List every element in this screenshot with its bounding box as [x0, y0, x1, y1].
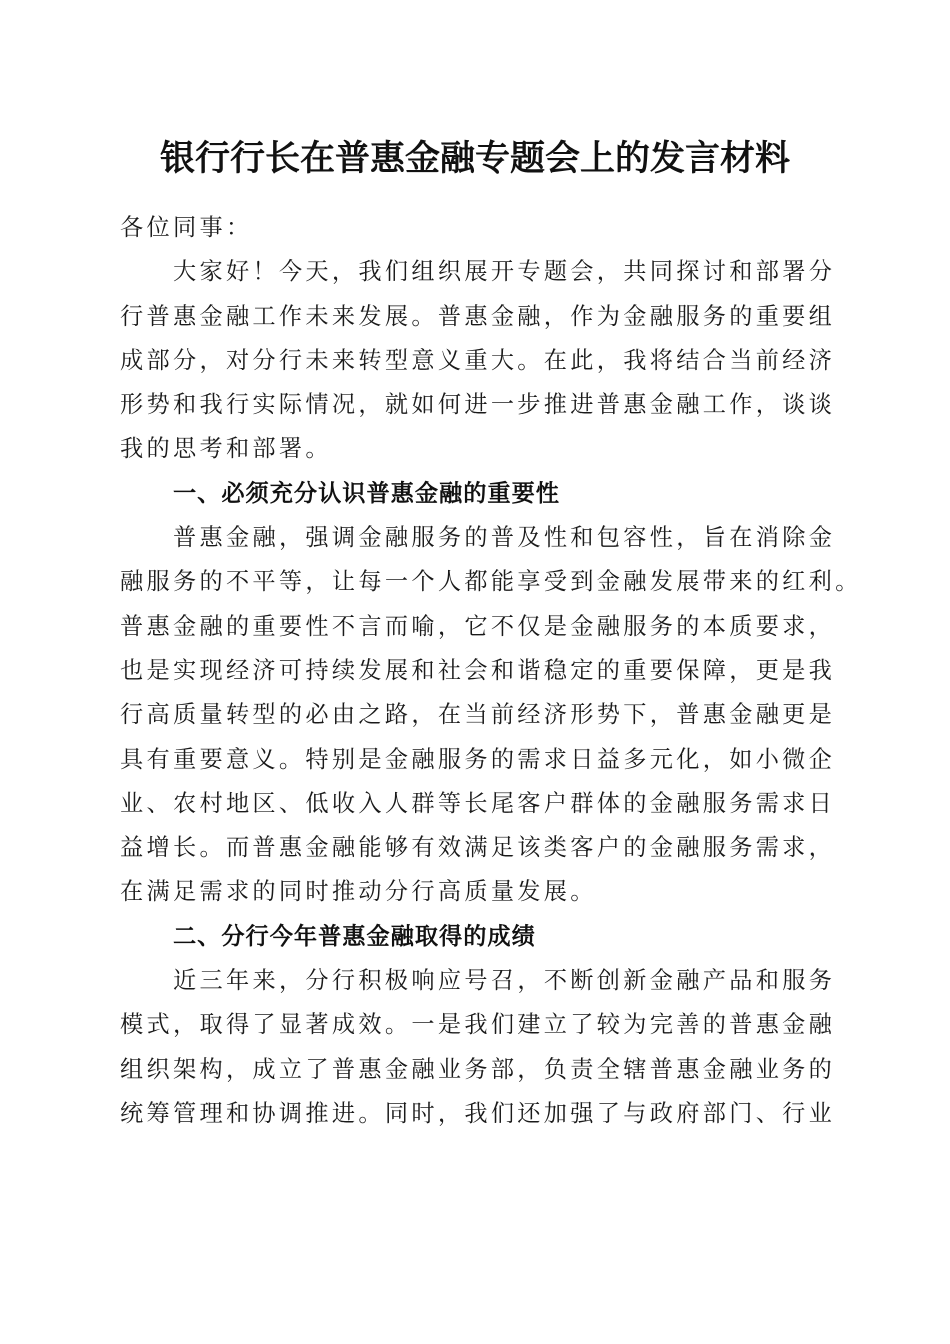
paragraph-line: 模式，取得了显著成效。一是我们建立了较为完善的普惠金融 — [120, 1011, 836, 1039]
section-heading: 二、分行今年普惠金融取得的成绩 — [173, 922, 536, 950]
paragraph-line: 普惠金融，强调金融服务的普及性和包容性，旨在消除金 — [173, 524, 836, 552]
paragraph-line: 融服务的不平等，让每一个人都能享受到金融发展带来的红利。 — [120, 568, 862, 596]
paragraph-line: 也是实现经济可持续发展和社会和谐稳定的重要保障，更是我 — [120, 656, 836, 684]
section-heading: 一、必须充分认识普惠金融的重要性 — [173, 479, 560, 507]
paragraph-line: 成部分，对分行未来转型意义重大。在此，我将结合当前经济 — [120, 346, 836, 374]
paragraph-line: 具有重要意义。特别是金融服务的需求日益多元化，如小微企 — [120, 745, 836, 773]
paragraph-line: 统筹管理和协调推进。同时，我们还加强了与政府部门、行业 — [120, 1099, 836, 1127]
salutation: 各位同事： — [120, 214, 253, 241]
paragraph-line: 在满足需求的同时推动分行高质量发展。 — [120, 878, 597, 906]
document-body — [120, 206, 862, 1136]
document-title: 银行行长在普惠金融专题会上的发言材料 — [159, 138, 790, 179]
paragraph-line: 益增长。而普惠金融能够有效满足该类客户的金融服务需求， — [120, 834, 836, 862]
paragraph-line: 形势和我行实际情况，就如何进一步推进普惠金融工作，谈谈 — [120, 391, 836, 419]
paragraph-line: 行高质量转型的必由之路，在当前经济形势下，普惠金融更是 — [120, 701, 836, 729]
paragraph-line: 大家好！今天，我们组织展开专题会，共同探讨和部署分 — [173, 258, 836, 286]
paragraph-line: 我的思考和部署。 — [120, 435, 332, 463]
paragraph-line: 组织架构，成立了普惠金融业务部，负责全辖普惠金融业务的 — [120, 1055, 836, 1083]
paragraph-line: 行普惠金融工作未来发展。普惠金融，作为金融服务的重要组 — [120, 302, 836, 330]
paragraph-line: 普惠金融的重要性不言而喻，它不仅是金融服务的本质要求， — [120, 612, 836, 640]
paragraph-line: 近三年来，分行积极响应号召，不断创新金融产品和服务 — [173, 967, 836, 995]
paragraph-line: 业、农村地区、低收入人群等长尾客户群体的金融服务需求日 — [120, 789, 836, 817]
